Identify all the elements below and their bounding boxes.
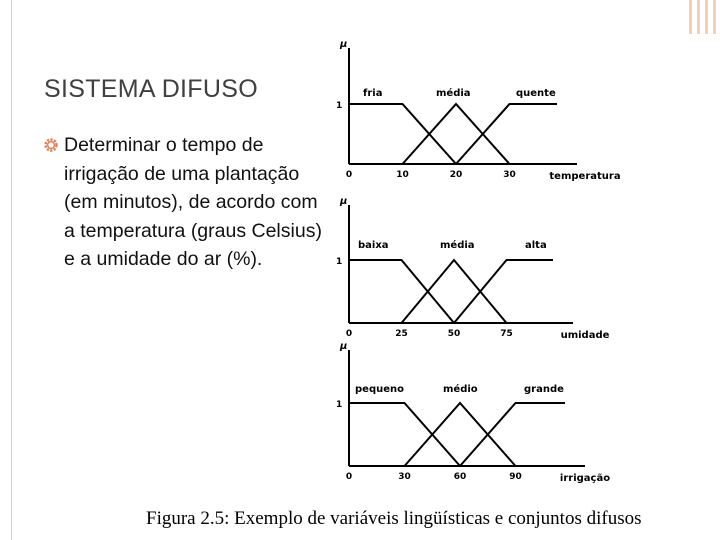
membership-line-grande [460, 403, 565, 466]
membership-line-média [402, 260, 507, 323]
x-tick-label: 90 [509, 472, 522, 482]
membership-line-média [403, 104, 510, 164]
slide-left-border [0, 0, 12, 540]
series-label: média [436, 88, 471, 99]
y-tick-label: 1 [336, 101, 343, 111]
decor-stripe [705, 0, 708, 34]
x-tick-label: 0 [345, 170, 353, 180]
x-tick-label: 50 [447, 329, 461, 339]
fuzzy-membership-figure [330, 36, 630, 486]
slide-title: SISTEMA DIFUSO [44, 75, 258, 103]
series-label: alta [525, 240, 547, 251]
y-axis-label: μ [340, 39, 348, 50]
y-tick-label: 1 [336, 257, 343, 267]
series-label: baixa [358, 240, 389, 251]
membership-line-pequeno [349, 403, 460, 466]
series-label: média [440, 240, 475, 251]
x-tick-label: 60 [453, 472, 467, 482]
membership-line-quente [456, 104, 557, 164]
x-axis-label: umidade [560, 330, 610, 341]
x-axis-label: irrigação [559, 473, 611, 484]
y-axis-label: μ [340, 341, 348, 352]
bullet-text: Determinar o tempo de irrigação de uma plantação (em minutos), de acordo com a temperatura (graus Celsius) e a umidade do ar (%). [64, 134, 322, 270]
y-tick-label: 1 [336, 400, 343, 410]
membership-line-médio [405, 403, 516, 466]
x-tick-label: 30 [398, 472, 411, 482]
x-tick-label: 30 [503, 170, 516, 180]
decor-stripe [713, 0, 716, 34]
y-axis-label: μ [340, 196, 348, 207]
series-label: quente [516, 88, 556, 99]
decor-stripe [697, 0, 700, 34]
figure-caption: Figura 2.5: Exemplo de variáveis lingüísticas e conjuntos difusos [146, 508, 642, 529]
membership-line-alta [454, 260, 553, 323]
series-label: fria [363, 88, 383, 99]
x-tick-label: 0 [345, 329, 353, 339]
gear-bullet-icon [44, 138, 58, 152]
x-tick-label: 75 [500, 329, 513, 339]
membership-line-baixa [349, 260, 454, 323]
x-tick-label: 0 [345, 472, 353, 482]
x-axis-label: temperatura [549, 171, 621, 182]
x-tick-label: 20 [449, 170, 463, 180]
x-tick-label: 25 [395, 329, 408, 339]
decor-stripe [689, 0, 692, 34]
series-label: médio [443, 384, 478, 395]
series-label: grande [524, 384, 564, 395]
membership-line-fria [349, 104, 456, 164]
x-tick-label: 10 [396, 170, 409, 180]
series-label: pequeno [355, 384, 404, 395]
